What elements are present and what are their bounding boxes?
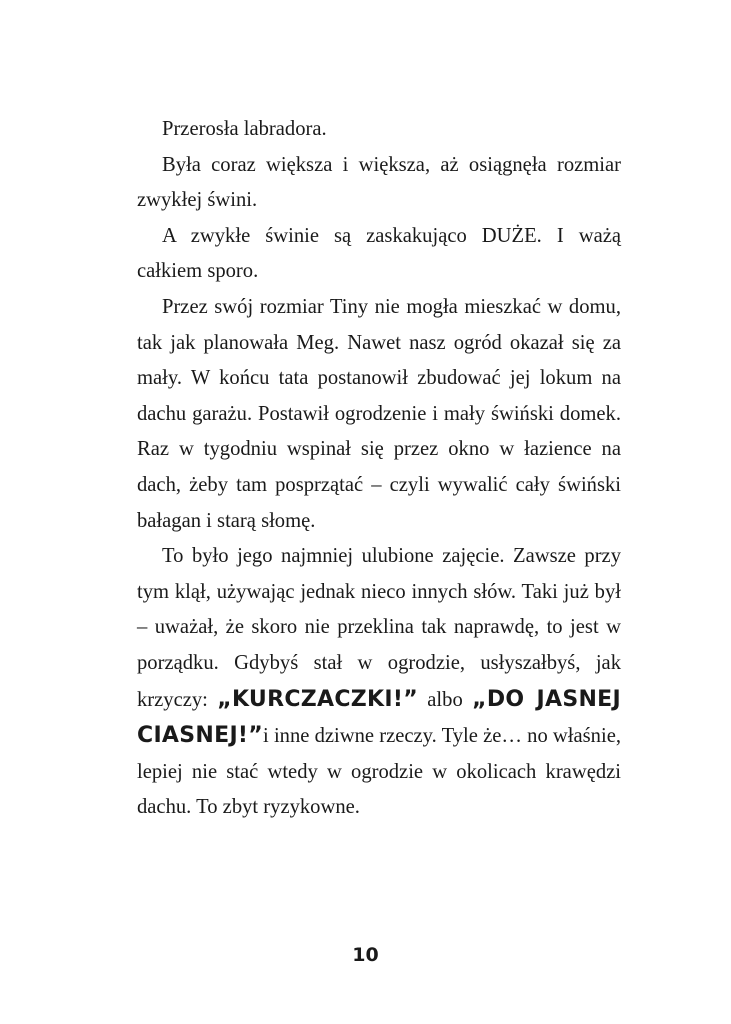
paragraph-2: Była coraz większa i większa, aż osiągnęła rozmiar zwykłej świni. xyxy=(137,153,621,212)
paragraph-3: A zwykłe świnie są zaskakująco DUŻE. I ważą całkiem sporo. xyxy=(137,224,621,283)
paragraph-5-text-1: To było jego najmniej ulubione zajęcie. Zawsze przy tym klął, używając jednak nieco innych słów. Taki już był – uważał, że skoro nie przeklina tak naprawdę, to jest w porządku. Gdybyś stał w ogrodzie, usłyszałbyś, jak krzyczy: xyxy=(137,545,621,711)
paragraph-5-text-3: i inne dziwne rzeczy. Tyle że… no właśnie, lepiej nie stać wtedy w ogrodzie w okolicach krawędzi dachu. To zbyt ryzykowne. xyxy=(137,725,621,819)
paragraph-4: Przez swój rozmiar Tiny nie mogła mieszkać w domu, tak jak planowała Meg. Nawet nasz ogród okazał się za mały. W końcu tata postanowił zbudować jej lokum na dachu garażu. Postawił ogrodzenie i mały świński domek. Raz w tygodniu wspinał się przez okno w łazience na dach, żeby tam posprzątać – czyli wywalić cały świński bałagan i starą słomę. xyxy=(137,295,621,532)
paragraph-5-text-2: albo xyxy=(417,688,473,711)
page-body-text xyxy=(137,112,621,826)
paragraph-1: Przerosła labradora. xyxy=(162,118,327,140)
paragraph-5 xyxy=(137,539,621,826)
page-number: 10 xyxy=(352,944,379,966)
shout-kurczaczki: „KURCZACZKI!” xyxy=(217,686,418,712)
shout-do-jasnej-ciasnej: „DO JASNEJ CIASNEJ!” xyxy=(137,686,621,749)
